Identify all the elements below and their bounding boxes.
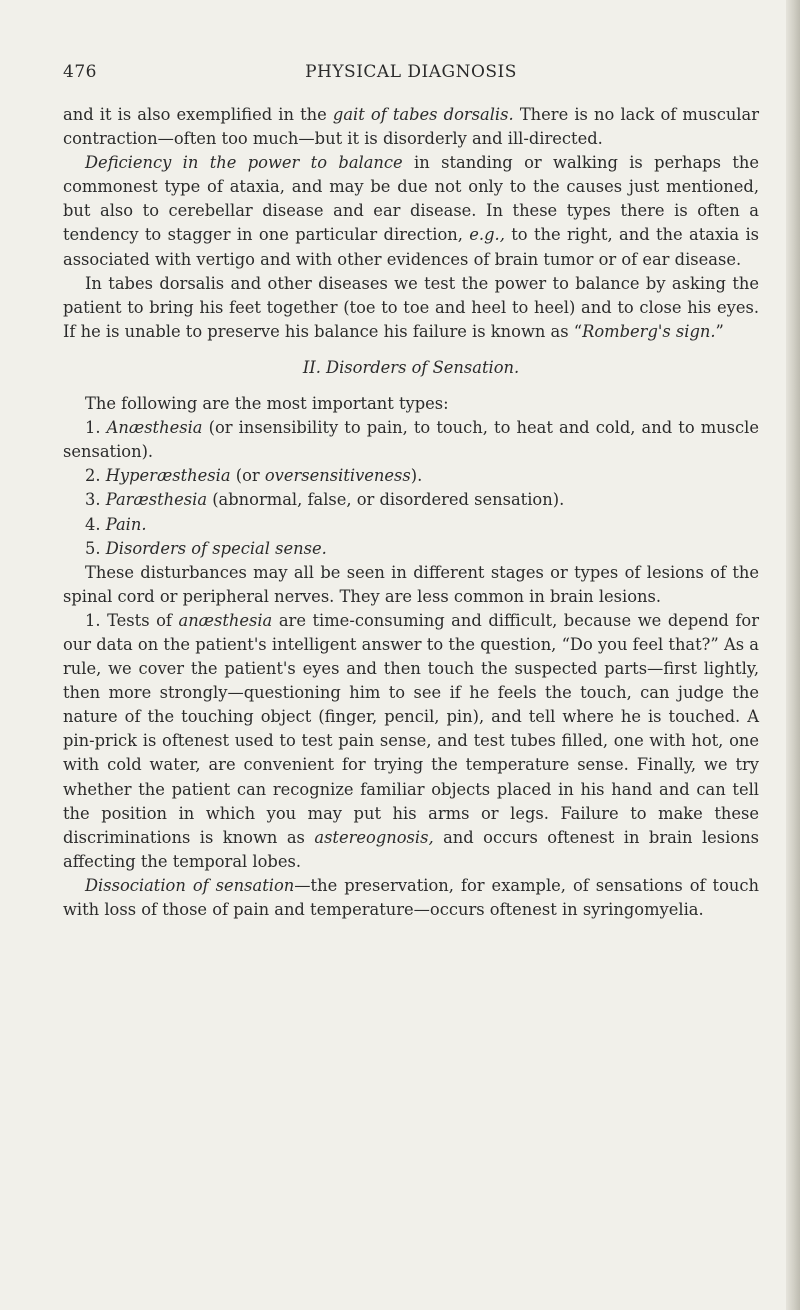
paragraph: [63, 464, 759, 488]
italic-text: oversensitiveness: [264, 466, 411, 486]
italic-text: II. Disorders of Sensation.: [302, 357, 520, 377]
text: ”: [715, 321, 724, 341]
italic-text: Dissociation of sensation: [85, 875, 295, 895]
text: 1. Tests of: [85, 610, 179, 630]
paragraph: [63, 103, 759, 151]
italic-text: e.g.,: [469, 225, 505, 245]
paragraph: [63, 537, 759, 561]
paragraph: [63, 272, 759, 344]
paragraph: [63, 392, 759, 416]
italic-text: astereognosis,: [314, 827, 434, 847]
text: (or: [230, 466, 265, 486]
text: (or insensibility to pain, to touch, to heat and cold, and to muscle sensation).: [63, 418, 759, 462]
italic-text: anæsthesia: [178, 610, 273, 630]
page-header: [63, 62, 759, 88]
text: in standing or walking is perhaps the commonest type of ataxia, and may be due not only to the causes just mentioned, but also to cerebellar disease and ear disease. In these types there is often a tendency to stagger in one particular direction,: [63, 153, 759, 245]
italic-text: Deficiency in the power to balance: [85, 153, 403, 173]
text: are time-consuming and difficult, because we depend for our data on the patient's intelligent answer to the question, “Do you feel that?” As a rule, we cover the patient's eyes and then touch the suspected parts—first lightly, then more strongly—questioning him to see if he feels the touch, can judge the nature of the touching object (finger, pencil, pin), and tell where he is touched. A pin-prick is oftenest used to test pain sense, and test tubes filled, one with hot, one with cold water, are convenient for trying the temperature sense. Finally, we try whether the patient can recognize familiar objects placed in his hand and can tell the position in which you may put his arms or legs. Failure to make these discriminations is known as: [63, 610, 760, 847]
paragraph: [63, 513, 759, 537]
italic-text: Pain.: [105, 514, 147, 534]
italic-text: Hyperæsthesia: [105, 466, 231, 486]
text: and it is also exemplified in the: [63, 105, 333, 124]
text: and occurs oftenest in brain lesions affecting the temporal lobes.: [63, 827, 760, 871]
paragraph: [63, 151, 759, 271]
text: ).: [410, 466, 423, 486]
section-heading: [63, 356, 759, 380]
running-title: PHYSICAL DIAGNOSIS: [305, 62, 517, 82]
text: to the right, and the ataxia is associated with vertigo and with other evidences of brain tumor or of ear disease.: [63, 225, 760, 269]
text: 2.: [85, 466, 106, 486]
page-number: 476: [63, 62, 97, 82]
text: These disturbances may all be seen in different stages or types of lesions of the spinal cord or peripheral nerves. They are less common in brain lesions.: [63, 562, 759, 606]
text: In tabes dorsalis and other diseases we test the power to balance by asking the patient to bring his feet together (toe to toe and heel to heel) and to close his eyes. If he is unable to preserve his balance his failure is known as “: [63, 273, 759, 341]
text: (abnormal, false, or disordered sensation).: [207, 490, 565, 510]
italic-text: Romberg's sign.: [582, 321, 716, 341]
text: —the preservation, for example, of sensations of touch with loss of those of pain and temperature—occurs oftenest in syringomyelia.: [63, 875, 759, 919]
italic-text: Paræsthesia: [105, 490, 208, 510]
italic-text: gait of tabes dorsalis.: [332, 105, 514, 124]
paragraph: [63, 609, 759, 874]
paragraph: [63, 488, 759, 512]
text: 3.: [85, 490, 106, 510]
text: The following are the most important types:: [85, 394, 449, 414]
page-edge: [786, 0, 800, 1310]
paragraph: [63, 874, 759, 922]
paragraph: [63, 416, 759, 464]
text: 4.: [85, 514, 106, 534]
text: 5.: [85, 538, 106, 558]
text: 1.: [85, 418, 107, 438]
body-text: [63, 103, 759, 922]
italic-text: Disorders of special sense.: [105, 538, 327, 558]
paragraph: [63, 561, 759, 609]
italic-text: Anæsthesia: [106, 418, 203, 438]
text: There is no lack of muscular contraction—often too much—but it is disorderly and ill-directed.: [63, 105, 760, 149]
